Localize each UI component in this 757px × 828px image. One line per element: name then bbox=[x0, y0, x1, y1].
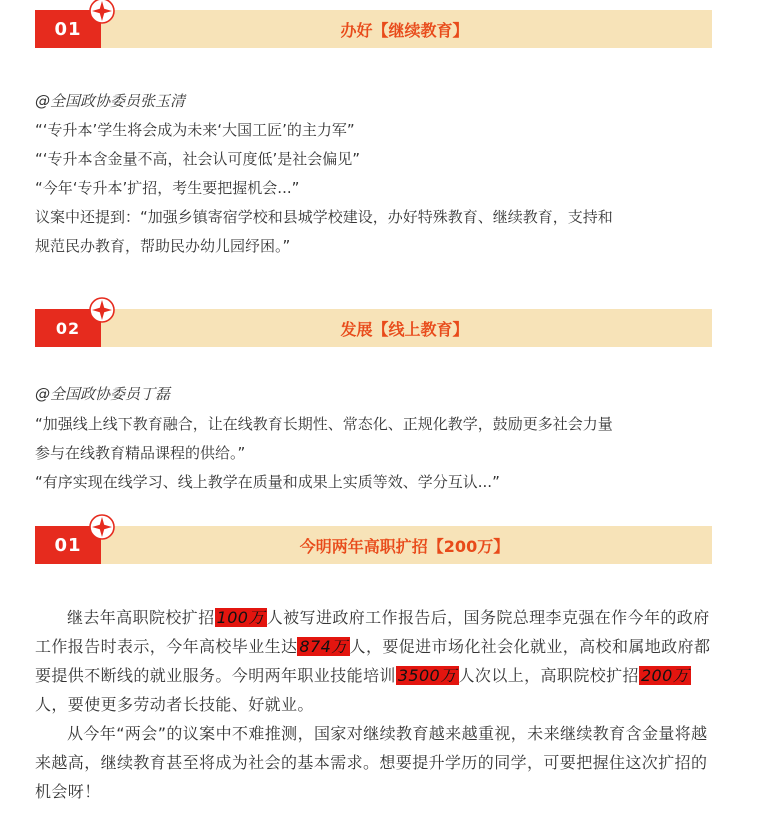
author-line: @全国政协委员张玉清 bbox=[35, 92, 186, 110]
section-number: 02 bbox=[35, 309, 101, 347]
paragraph-text: 人，要促进市场化社会化就业，高校和属地政府都要提供不断线的就业服务。今明两年职业技能培训 bbox=[35, 637, 711, 685]
highlight-number: 874万 bbox=[299, 637, 348, 656]
section-title: 办好【继续教育】 bbox=[340, 20, 469, 40]
section-number: 01 bbox=[35, 10, 101, 48]
quote-block-zhang bbox=[35, 87, 725, 261]
diamond-star-badge-icon bbox=[89, 0, 115, 24]
highlight-number: 100万 bbox=[216, 608, 265, 627]
section-title: 发展【线上教育】 bbox=[340, 319, 469, 339]
paragraph-text: 人，要使更多劳动者长技能、好就业。 bbox=[35, 695, 314, 714]
author-line: @全国政协委员丁磊 bbox=[35, 385, 171, 403]
paragraph-text: 人被写进政府工作报告后，国务院总理李克强在作今年的政府工作报告时表示，今年高校毕业生达 bbox=[35, 608, 710, 656]
section-header-online-education bbox=[35, 309, 712, 347]
diamond-star-badge-icon bbox=[89, 514, 115, 540]
quote-line: 议案中还提到：“加强乡镇寄宿学校和县城学校建设，办好特殊教育、继续教育，支持和 bbox=[35, 208, 613, 226]
section-title: 今明两年高职扩招【200万】 bbox=[299, 536, 510, 556]
body-paragraph-conclusion: 从今年“两会”的议案中不难推测，国家对继续教育越来越重视，未来继续教育含金量将越来越高，继续教育甚至将成为社会的基本需求。想要提升学历的同学，可要把握住这次扩招的机会呀！ bbox=[35, 724, 708, 801]
quote-line: “有序实现在线学习、线上教学在质量和成果上实质等效、学分互认...” bbox=[35, 473, 500, 491]
highlight-number: 200万 bbox=[640, 666, 690, 685]
quote-block-ding bbox=[35, 380, 725, 497]
quote-line: “‘专升本含金量不高，社会认可度低’是社会偏见” bbox=[35, 150, 361, 168]
section-header-continuing-education bbox=[35, 10, 712, 48]
diamond-star-badge-icon bbox=[89, 297, 115, 323]
quote-line: “加强线上线下教育融合，让在线教育长期性、常态化、正规化教学，鼓励更多社会力量 bbox=[35, 415, 613, 433]
quote-line: 规范民办教育，帮助民办幼儿园纾困。” bbox=[35, 237, 291, 255]
body-paragraph-expansion bbox=[35, 603, 715, 719]
paragraph-text: 继去年高职院校扩招 bbox=[67, 608, 215, 627]
paragraph-text: 人次以上，高职院校扩招 bbox=[458, 666, 639, 685]
quote-line: 参与在线教育精品课程的供给。” bbox=[35, 444, 246, 462]
highlight-number: 3500万 bbox=[397, 666, 457, 685]
quote-line: “‘专升本’学生将会成为未来‘大国工匠’的主力军” bbox=[35, 121, 355, 139]
quote-line: “今年‘专升本’扩招，考生要把握机会...” bbox=[35, 179, 300, 197]
section-number: 01 bbox=[35, 526, 101, 564]
section-header-vocational-expansion bbox=[35, 526, 712, 564]
